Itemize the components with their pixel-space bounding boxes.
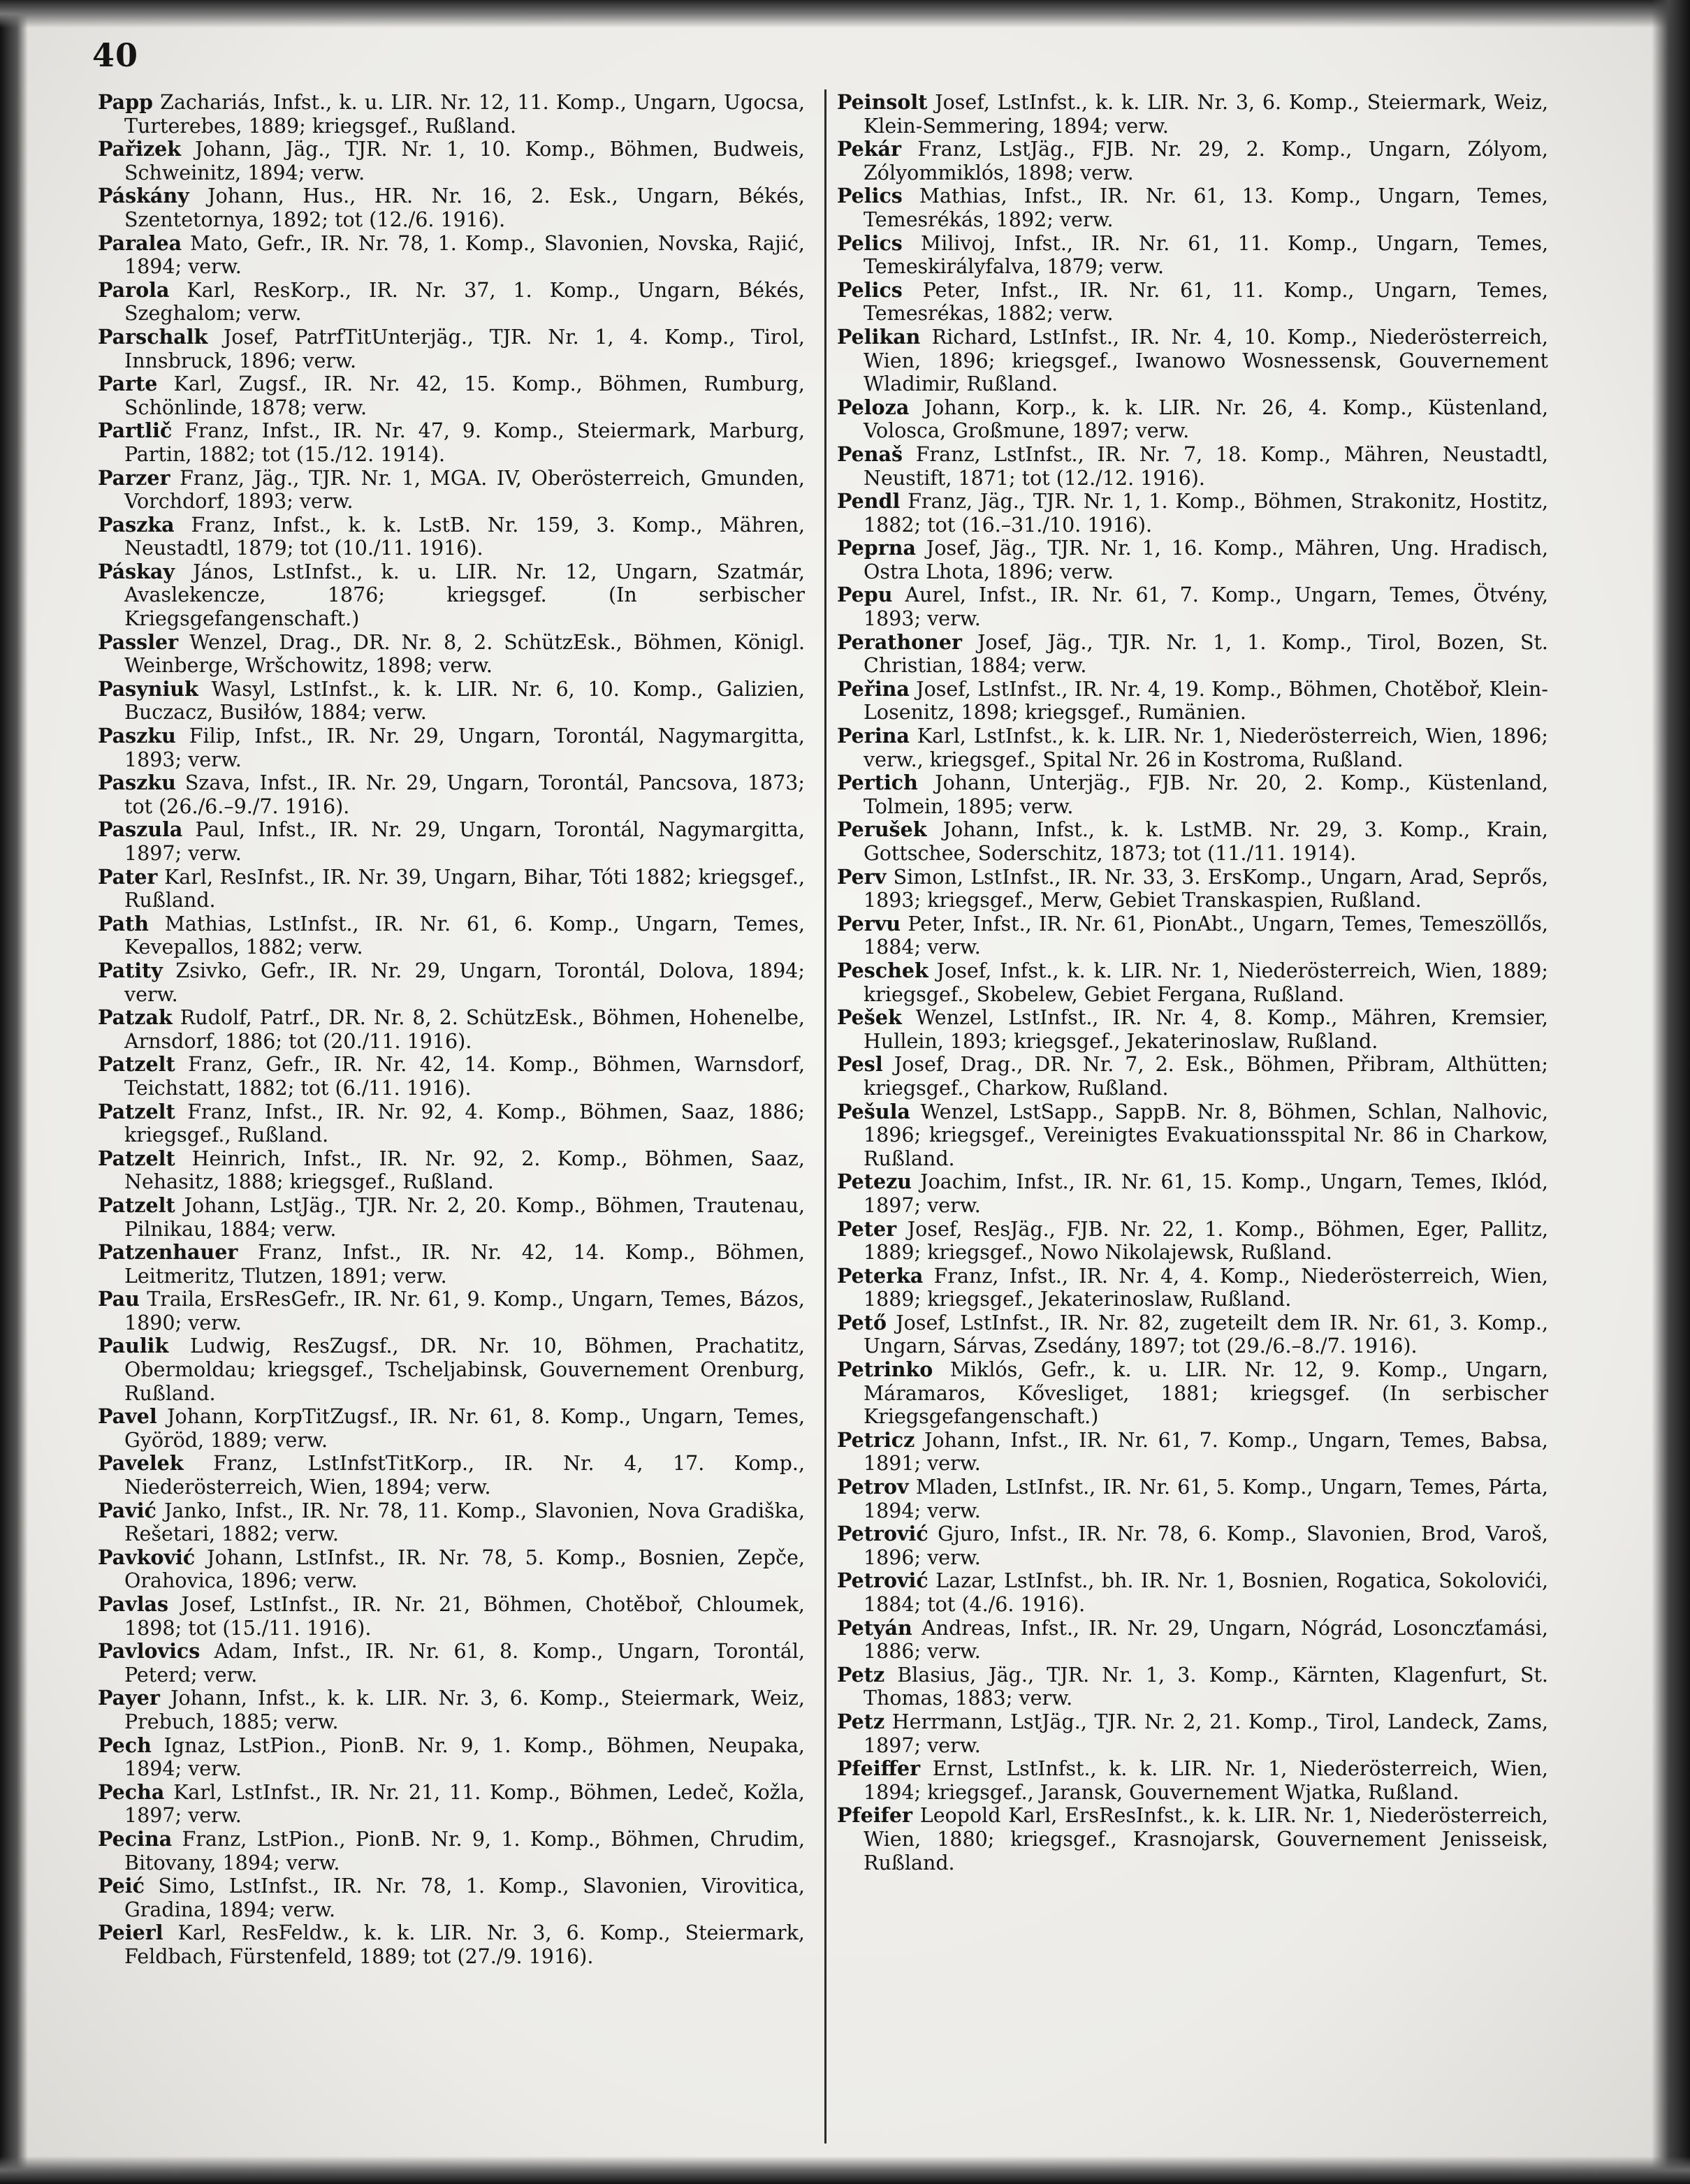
entry-details: Zachariás, Infst., k. u. LIR. Nr. 12, 11. Komp., Ungarn, Ugocsa, Turterebes, 1889; kriegsgef., Rußland. — [124, 91, 805, 138]
entry-surname: Patity — [98, 958, 163, 982]
entry-details: Josef, LstInfst., IR. Nr. 21, Böhmen, Chotěboř, Chloumek, 1898; tot (15./11. 1916). — [124, 1593, 805, 1640]
entry-surname: Peinsolt — [837, 90, 928, 114]
entry-surname: Pelics — [837, 277, 903, 302]
list-entry — [837, 1311, 1548, 1358]
entry-details: Franz, Jäg., TJR. Nr. 1, 1. Komp., Böhmen, Strakonitz, Hostitz, 1882; tot (16.–31./10. 1916). — [864, 490, 1549, 537]
entry-surname: Paszka — [98, 512, 175, 537]
entry-surname: Penaš — [837, 442, 903, 466]
list-entry — [837, 583, 1548, 630]
entry-details: Franz, Infst., IR. Nr. 47, 9. Komp., Steiermark, Marburg, Partin, 1882; tot (15./12. 1914). — [124, 419, 806, 466]
list-entry — [837, 1218, 1548, 1265]
list-entry — [98, 419, 805, 466]
entry-details: Aurel, Infst., IR. Nr. 61, 7. Komp., Ungarn, Temes, Ötvény, 1893; verw. — [864, 583, 1549, 631]
list-entry — [98, 1288, 805, 1334]
right-column — [837, 91, 1548, 1874]
entry-details: Josef, LstInfst., IR. Nr. 4, 19. Komp., Böhmen, Chotěboř, Klein-Losenitz, 1898; kriegsgef., Rumänien. — [864, 677, 1548, 725]
entry-surname: Perathoner — [837, 629, 963, 654]
entry-details: Karl, Zugsf., IR. Nr. 42, 15. Komp., Böhmen, Rumburg, Schönlinde, 1878; verw. — [124, 372, 805, 419]
list-entry — [837, 959, 1548, 1006]
entry-surname: Páskay — [98, 559, 175, 583]
list-entry — [837, 866, 1548, 912]
entry-surname: Partlič — [98, 418, 173, 443]
entry-details: Johann, LstJäg., TJR. Nr. 2, 20. Komp., Böhmen, Trautenau, Pilnikau, 1884; verw. — [124, 1193, 806, 1241]
entry-details: Franz, LstJäg., FJB. Nr. 29, 2. Komp., Ungarn, Zólyom, Zólyommiklós, 1898; verw. — [864, 138, 1548, 184]
entry-surname: Pavić — [98, 1498, 156, 1522]
list-entry — [837, 912, 1548, 959]
entry-details: Wenzel, LstInfst., IR. Nr. 4, 8. Komp., Mähren, Kremsier, Hullein, 1893; kriegsgef., Jekaterinoslaw, Rußland. — [864, 1006, 1548, 1053]
list-entry — [98, 1334, 805, 1405]
entry-surname: Patzelt — [98, 1146, 175, 1170]
list-entry — [98, 372, 805, 419]
list-entry — [837, 1522, 1548, 1569]
list-entry — [98, 1687, 805, 1733]
entry-surname: Parzer — [98, 465, 170, 490]
entry-surname: Patzelt — [98, 1099, 175, 1123]
entry-details: Peter, Infst., IR. Nr. 61, PionAbt., Ungarn, Temes, Temeszöllős, 1884; verw. — [864, 912, 1548, 959]
entry-details: Ernst, LstInfst., k. k. LIR. Nr. 1, Niederösterreich, Wien, 1894; kriegsgef., Jaransk, Gouvernement Wjatka, Rußland. — [864, 1757, 1548, 1804]
entry-surname: Parola — [98, 277, 170, 302]
list-entry — [98, 912, 805, 959]
entry-details: Karl, LstInfst., IR. Nr. 21, 11. Komp., Böhmen, Ledeč, Kožla, 1897; verw. — [124, 1780, 805, 1828]
list-entry — [98, 232, 805, 279]
entry-details: Johann, Hus., HR. Nr. 16, 2. Esk., Ungarn, Békés, Szentetornya, 1892; tot (12./6. 1916). — [124, 184, 805, 231]
list-entry — [837, 184, 1548, 231]
list-entry — [98, 1241, 805, 1288]
entry-details: Traila, ErsResGefr., IR. Nr. 61, 9. Komp., Ungarn, Temes, Bázos, 1890; verw. — [124, 1288, 805, 1334]
entry-surname: Perina — [837, 724, 910, 748]
scan-edge-right — [1652, 0, 1690, 2184]
entry-surname: Paszula — [98, 817, 183, 842]
left-column — [98, 91, 805, 1969]
list-entry — [98, 818, 805, 865]
entry-surname: Payer — [98, 1686, 160, 1710]
entry-details: Richard, LstInfst., IR. Nr. 4, 10. Komp., Niederösterreich, Wien, 1896; kriegsgef., Iwanowo Wosnessensk, Gouvernement Wladimir, Rußland. — [864, 325, 1548, 396]
entry-details: Josef, Drag., DR. Nr. 7, 2. Esk., Böhmen, Přibram, Althütten; kriegsgef., Charkow, Rußland. — [864, 1053, 1548, 1100]
list-entry — [837, 1358, 1548, 1429]
list-entry — [98, 1499, 805, 1546]
entry-details: Karl, LstInfst., k. k. LIR. Nr. 1, Niederösterreich, Wien, 1896; verw., kriegsgef., Spital Nr. 26 in Kostroma, Rußland. — [864, 725, 1549, 771]
entry-surname: Petz — [837, 1662, 885, 1687]
entry-surname: Paralea — [98, 231, 182, 255]
entry-surname: Patzak — [98, 1005, 173, 1030]
list-entry — [98, 771, 805, 818]
list-entry — [837, 1617, 1548, 1664]
list-entry — [98, 1006, 805, 1053]
entry-surname: Pfeiffer — [837, 1756, 921, 1781]
entry-details: Johann, LstInfst., IR. Nr. 78, 5. Komp., Bosnien, Zepče, Orahovica, 1896; verw. — [124, 1545, 806, 1593]
list-entry — [837, 91, 1548, 138]
entry-surname: Peprna — [837, 536, 916, 560]
entry-details: Franz, Infst., IR. Nr. 92, 4. Komp., Böhmen, Saaz, 1886; kriegsgef., Rußland. — [124, 1100, 805, 1147]
list-entry — [837, 443, 1548, 490]
entry-details: Wenzel, LstSapp., SappB. Nr. 8, Böhmen, Schlan, Nalhovic, 1896; kriegsgef., Vereinigtes Evakuationsspital Nr. 86 in Charkow, Rußland. — [864, 1100, 1548, 1170]
entry-details: Rudolf, Patrf., DR. Nr. 8, 2. SchützEsk., Böhmen, Hohenelbe, Arnsdorf, 1886; tot (20./11. 1916). — [124, 1006, 805, 1053]
list-entry — [98, 1100, 805, 1147]
list-entry — [98, 326, 805, 372]
entry-surname: Pelics — [837, 231, 903, 255]
entry-details: Ignaz, LstPion., PionB. Nr. 9, 1. Komp., Böhmen, Neupaka, 1894; verw. — [124, 1733, 805, 1781]
list-entry — [98, 91, 805, 138]
entry-surname: Peschek — [837, 958, 928, 982]
list-entry — [837, 771, 1548, 818]
scan-edge-top — [0, 0, 1690, 28]
column-divider — [824, 89, 826, 2143]
entry-details: Mathias, LstInfst., IR. Nr. 61, 6. Komp., Ungarn, Temes, Kevepallos, 1882; verw. — [124, 912, 806, 959]
scan-edge-left — [0, 0, 28, 2184]
entry-surname: Pfeifer — [837, 1803, 913, 1828]
list-entry — [98, 184, 805, 231]
entry-details: Mladen, LstInfst., IR. Nr. 61, 5. Komp., Ungarn, Temes, Párta, 1894; verw. — [864, 1476, 1548, 1522]
entry-surname: Papp — [98, 90, 153, 114]
entry-details: Ludwig, ResZugsf., DR. Nr. 10, Böhmen, Prachatitz, Obermoldau; kriegsgef., Tscheljabinsk, Gouvernement Orenburg, Rußland. — [124, 1334, 806, 1405]
entry-surname: Pešek — [837, 1005, 902, 1030]
entry-details: Joachim, Infst., IR. Nr. 61, 15. Komp., Ungarn, Temes, Iklód, 1897; verw. — [864, 1170, 1548, 1217]
entry-details: Janko, Infst., IR. Nr. 78, 11. Komp., Slavonien, Nova Gradiška, Rešetari, 1882; verw. — [124, 1499, 806, 1546]
entry-details: Karl, ResInfst., IR. Nr. 39, Ungarn, Bihar, Tóti 1882; kriegsgef., Rußland. — [124, 865, 806, 912]
list-entry — [837, 1265, 1548, 1311]
list-entry — [837, 631, 1548, 678]
entry-surname: Petyán — [837, 1615, 912, 1640]
list-entry — [98, 1593, 805, 1640]
entry-surname: Pesl — [837, 1052, 883, 1077]
entry-details: Herrmann, LstJäg., TJR. Nr. 2, 21. Komp., Tirol, Landeck, Zams, 1897; verw. — [864, 1710, 1549, 1757]
list-entry — [837, 396, 1548, 443]
entry-surname: Peřina — [837, 676, 910, 701]
entry-surname: Pavel — [98, 1404, 157, 1429]
list-entry — [98, 1452, 805, 1499]
entry-details: Josef, Infst., k. k. LIR. Nr. 1, Niederösterreich, Wien, 1889; kriegsgef., Skobelew, Gebiet Fergana, Rußland. — [864, 959, 1548, 1006]
list-entry — [837, 490, 1548, 537]
entry-details: Franz, Infst., IR. Nr. 4, 4. Komp., Niederösterreich, Wien, 1889; kriegsgef., Jekaterinoslaw, Rußland. — [864, 1264, 1548, 1311]
entry-surname: Patzelt — [98, 1193, 175, 1217]
entry-surname: Pekár — [837, 137, 902, 161]
entry-details: Filip, Infst., IR. Nr. 29, Ungarn, Torontál, Nagymargitta, 1893; verw. — [124, 725, 805, 771]
entry-surname: Paszku — [98, 771, 176, 795]
entry-details: János, LstInfst., k. u. LIR. Nr. 12, Ungarn, Szatmár, Avaslekencze, 1876; kriegsgef. (In serbischer Kriegsgefangenschaft.) — [124, 560, 805, 631]
entry-details: Paul, Infst., IR. Nr. 29, Ungarn, Torontál, Nagymargitta, 1897; verw. — [124, 818, 806, 865]
list-entry — [837, 725, 1548, 771]
entry-details: Franz, LstInfstTitKorp., IR. Nr. 4, 17. Komp., Niederösterreich, Wien, 1894; verw. — [124, 1452, 805, 1499]
list-entry — [837, 1100, 1548, 1171]
entry-surname: Petz — [837, 1709, 885, 1733]
entry-surname: Petezu — [837, 1170, 912, 1194]
entry-details: Leopold Karl, ErsResInfst., k. k. LIR. Nr. 1, Niederösterreich, Wien, 1880; kriegsgef., Krasnojarsk, Gouvernement Jenisseisk, Rußland. — [864, 1804, 1548, 1874]
page-number: 40 — [92, 36, 139, 74]
list-entry — [837, 1757, 1548, 1804]
entry-details: Miklós, Gefr., k. u. LIR. Nr. 12, 9. Komp., Ungarn, Máramaros, Kővesliget, 1881; kriegsgef. (In serbischer Kriegsgefangenschaft.) — [864, 1358, 1548, 1429]
entry-details: Blasius, Jäg., TJR. Nr. 1, 3. Komp., Kärnten, Klagenfurt, St. Thomas, 1883; verw. — [864, 1663, 1548, 1710]
entry-surname: Petrov — [837, 1475, 909, 1499]
list-entry — [837, 279, 1548, 326]
list-entry — [98, 1194, 805, 1241]
entry-surname: Pendl — [837, 489, 901, 514]
entry-surname: Paulik — [98, 1334, 169, 1358]
entry-details: Josef, ResJäg., FJB. Nr. 22, 1. Komp., Böhmen, Eger, Pallitz, 1889; kriegsgef., Nowo Nikolajewsk, Rußland. — [864, 1217, 1548, 1265]
entry-details: Johann, Jäg., TJR. Nr. 1, 10. Komp., Böhmen, Budweis, Schweinitz, 1894; verw. — [124, 138, 805, 184]
list-entry — [98, 866, 805, 912]
list-entry — [98, 1053, 805, 1100]
entry-details: Karl, ResKorp., IR. Nr. 37, 1. Komp., Ungarn, Békés, Szeghalom; verw. — [124, 278, 805, 326]
entry-surname: Petrinko — [837, 1357, 933, 1382]
list-entry — [837, 138, 1548, 184]
list-entry — [98, 1874, 805, 1921]
entry-details: Milivoj, Infst., IR. Nr. 61, 11. Komp., Ungarn, Temes, Temeskirályfalva, 1879; verw. — [864, 231, 1549, 279]
entry-details: Josef, LstInfst., k. k. LIR. Nr. 3, 6. Komp., Steiermark, Weiz, Klein-Semmering, 1894; verw. — [864, 91, 1549, 138]
list-entry — [98, 279, 805, 326]
entry-surname: Patzenhauer — [98, 1240, 238, 1265]
entry-surname: Pelics — [837, 184, 903, 208]
entry-surname: Pešula — [837, 1099, 910, 1123]
list-entry — [837, 1569, 1548, 1616]
list-entry — [98, 725, 805, 771]
list-entry — [98, 959, 805, 1006]
entry-details: Franz, Infst., IR. Nr. 42, 14. Komp., Böhmen, Leitmeritz, Tlutzen, 1891; verw. — [124, 1241, 806, 1288]
list-entry — [98, 560, 805, 631]
entry-surname: Passler — [98, 629, 179, 654]
entry-details: Peter, Infst., IR. Nr. 61, 11. Komp., Ungarn, Temes, Temesrékas, 1882; verw. — [864, 278, 1548, 326]
entry-surname: Perušek — [837, 817, 927, 842]
list-entry — [98, 1147, 805, 1194]
entry-details: Johann, KorpTitZugsf., IR. Nr. 61, 8. Komp., Ungarn, Temes, Györöd, 1889; verw. — [124, 1405, 806, 1452]
entry-details: Johann, Infst., k. k. LIR. Nr. 3, 6. Komp., Steiermark, Weiz, Prebuch, 1885; verw. — [124, 1687, 805, 1733]
list-entry — [98, 631, 805, 678]
entry-surname: Pavlas — [98, 1592, 169, 1616]
entry-surname: Peić — [98, 1874, 145, 1898]
entry-details: Johann, Infst., IR. Nr. 61, 7. Komp., Ungarn, Temes, Babsa, 1891; verw. — [864, 1428, 1548, 1476]
list-entry — [837, 1006, 1548, 1053]
entry-details: Franz, LstPion., PionB. Nr. 9, 1. Komp., Böhmen, Chrudim, Bitovany, 1894; verw. — [124, 1827, 806, 1874]
entry-details: Johann, Infst., k. k. LstMB. Nr. 29, 3. Komp., Krain, Gottschee, Soderschitz, 1873; tot (11./11. 1914). — [864, 818, 1548, 865]
entry-surname: Petrović — [837, 1568, 928, 1593]
list-entry — [837, 1664, 1548, 1710]
list-entry — [837, 818, 1548, 865]
entry-details: Mathias, Infst., IR. Nr. 61, 13. Komp., Ungarn, Temes, Temesrékás, 1892; verw. — [864, 184, 1548, 231]
entry-surname: Perv — [837, 864, 887, 889]
entry-details: Lazar, LstInfst., bh. IR. Nr. 1, Bosnien, Rogatica, Sokolovići, 1884; tot (4./6. 1916). — [864, 1569, 1549, 1616]
entry-details: Wenzel, Drag., DR. Nr. 8, 2. SchützEsk., Böhmen, Königl. Weinberge, Wršchowitz, 1898; verw. — [124, 630, 806, 678]
entry-surname: Paszku — [98, 724, 176, 748]
entry-surname: Pau — [98, 1287, 140, 1311]
list-entry — [98, 1405, 805, 1452]
entry-surname: Peterka — [837, 1263, 924, 1288]
entry-details: Karl, ResFeldw., k. k. LIR. Nr. 3, 6. Komp., Steiermark, Feldbach, Fürstenfeld, 1889; tot (27./9. 1916). — [124, 1921, 805, 1968]
list-entry — [837, 1170, 1548, 1217]
entry-details: Franz, Jäg., TJR. Nr. 1, MGA. IV, Oberösterreich, Gmunden, Vorchdorf, 1893; verw. — [124, 466, 805, 514]
list-entry — [98, 514, 805, 560]
list-entry — [837, 1429, 1548, 1476]
entry-surname: Patzelt — [98, 1052, 175, 1077]
entry-surname: Pecina — [98, 1826, 173, 1851]
entry-surname: Petricz — [837, 1427, 915, 1452]
entry-surname: Pavelek — [98, 1451, 184, 1476]
list-entry — [98, 678, 805, 725]
entry-details: Andreas, Infst., IR. Nr. 29, Ungarn, Nógrád, Losonczťamási, 1886; verw. — [864, 1616, 1548, 1664]
entry-details: Gjuro, Infst., IR. Nr. 78, 6. Komp., Slavonien, Brod, Varoš, 1896; verw. — [864, 1522, 1548, 1569]
entry-surname: Pertich — [837, 771, 918, 795]
entry-surname: Peierl — [98, 1921, 163, 1945]
list-entry — [98, 138, 805, 184]
scan-edge-bottom — [0, 2156, 1690, 2184]
list-entry — [837, 326, 1548, 396]
list-entry — [837, 1804, 1548, 1874]
entry-surname: Pető — [837, 1310, 887, 1334]
entry-details: Johann, Unterjäg., FJB. Nr. 20, 2. Komp., Küstenland, Tolmein, 1895; verw. — [864, 771, 1548, 818]
list-entry — [837, 678, 1548, 725]
entry-surname: Pavlovics — [98, 1639, 201, 1664]
entry-details: Josef, PatrfTitUnterjäg., TJR. Nr. 1, 4. Komp., Tirol, Innsbruck, 1896; verw. — [124, 325, 805, 372]
entry-surname: Pařizek — [98, 137, 182, 161]
entry-surname: Path — [98, 911, 150, 936]
entry-surname: Pater — [98, 864, 158, 889]
entry-details: Simo, LstInfst., IR. Nr. 78, 1. Komp., Slavonien, Virovitica, Gradina, 1894; verw. — [124, 1874, 805, 1921]
entry-details: Josef, Jäg., TJR. Nr. 1, 1. Komp., Tirol, Bozen, St. Christian, 1884; verw. — [864, 630, 1548, 678]
entry-details: Josef, LstInfst., IR. Nr. 82, zugeteilt dem IR. Nr. 61, 3. Komp., Ungarn, Sárvas, Zsedány, 1897; tot (29./6.–8./7. 1916). — [864, 1311, 1548, 1358]
entry-surname: Parte — [98, 372, 158, 396]
entry-details: Johann, Korp., k. k. LIR. Nr. 26, 4. Komp., Küstenland, Volosca, Großmune, 1897; verw. — [864, 395, 1548, 443]
entry-details: Szava, Infst., IR. Nr. 29, Ungarn, Torontál, Pancsova, 1873; tot (26./6.–9./7. 1916). — [124, 771, 805, 818]
entry-details: Mato, Gefr., IR. Nr. 78, 1. Komp., Slavonien, Novska, Rajić, 1894; verw. — [124, 231, 805, 279]
list-entry — [837, 1710, 1548, 1757]
entry-details: Franz, LstInfst., IR. Nr. 7, 18. Komp., Mähren, Neustadtl, Neustift, 1871; tot (12./12. 1916). — [864, 442, 1549, 490]
list-entry — [837, 232, 1548, 279]
entry-surname: Pelikan — [837, 324, 921, 349]
entry-details: Adam, Infst., IR. Nr. 61, 8. Komp., Ungarn, Torontál, Peterd; verw. — [124, 1640, 805, 1687]
entry-details: Josef, Jäg., TJR. Nr. 1, 16. Komp., Mähren, Ung. Hradisch, Ostra Lhota, 1896; verw. — [864, 537, 1548, 583]
entry-surname: Pasyniuk — [98, 676, 198, 701]
entry-surname: Pervu — [837, 911, 901, 936]
list-entry — [837, 537, 1548, 583]
entry-surname: Peloza — [837, 395, 910, 419]
entry-surname: Parschalk — [98, 324, 208, 349]
list-entry — [98, 1921, 805, 1968]
list-entry — [837, 1053, 1548, 1100]
list-entry — [98, 1781, 805, 1828]
entry-details: Wasyl, LstInfst., k. k. LIR. Nr. 6, 10. Komp., Galizien, Buczacz, Busiłów, 1884; verw. — [124, 677, 805, 725]
entry-surname: Pech — [98, 1733, 152, 1757]
list-entry — [98, 1828, 805, 1874]
list-entry — [837, 1476, 1548, 1522]
entry-surname: Pecha — [98, 1779, 165, 1804]
list-entry — [98, 467, 805, 514]
entry-surname: Pavković — [98, 1545, 196, 1569]
list-entry — [98, 1734, 805, 1781]
entry-surname: Peter — [837, 1216, 897, 1241]
list-entry — [98, 1546, 805, 1593]
list-entry — [98, 1640, 805, 1687]
entry-surname: Pepu — [837, 583, 893, 607]
entry-details: Franz, Infst., k. k. LstB. Nr. 159, 3. Komp., Mähren, Neustadtl, 1879; tot (10./11. 1916). — [124, 513, 806, 560]
entry-details: Simon, LstInfst., IR. Nr. 33, 3. ErsKomp., Ungarn, Arad, Seprős, 1893; kriegsgef., Merw, Gebiet Transkaspien, Rußland. — [864, 865, 1549, 912]
entry-details: Heinrich, Infst., IR. Nr. 92, 2. Komp., Böhmen, Saaz, Nehasitz, 1888; kriegsgef., Rußland. — [124, 1146, 805, 1194]
entry-details: Franz, Gefr., IR. Nr. 42, 14. Komp., Böhmen, Warnsdorf, Teichstatt, 1882; tot (6./11. 1916). — [124, 1053, 805, 1100]
entry-surname: Páskány — [98, 184, 189, 208]
entry-surname: Petrović — [837, 1522, 928, 1546]
entry-details: Zsivko, Gefr., IR. Nr. 29, Ungarn, Torontál, Dolova, 1894; verw. — [124, 959, 805, 1006]
